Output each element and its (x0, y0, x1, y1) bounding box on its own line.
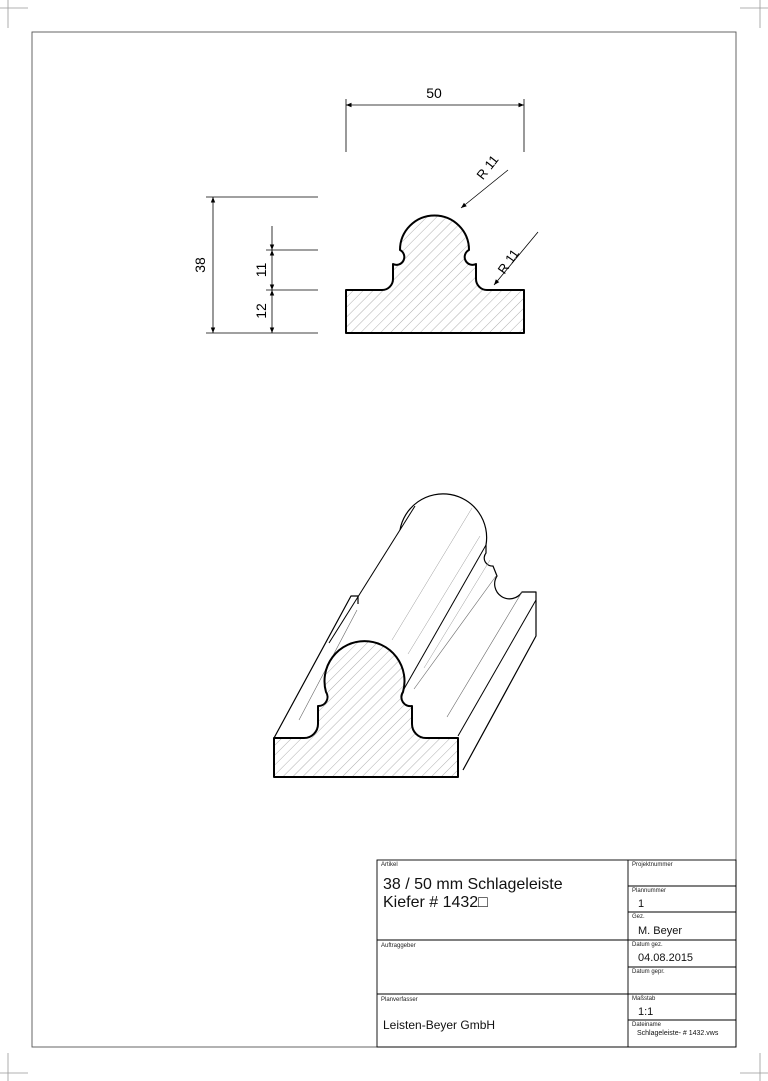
profile-outline (346, 216, 524, 334)
datum-gepr-label: Datum gepr. (632, 969, 665, 975)
radius-side-label: R 11 (494, 246, 523, 277)
massstab-value: 1:1 (638, 1006, 654, 1018)
dateiname-label: Dateiname (632, 1022, 662, 1028)
dim-height-lower-label: 12 (253, 303, 269, 319)
dimension-height-parts (266, 226, 318, 333)
projektnummer-label: Projektnummer (632, 862, 673, 868)
massstab-label: Maßstab (632, 996, 656, 1002)
datum-gez-label: Datum gez. (632, 942, 663, 948)
gez-label: Gez. (632, 914, 645, 920)
gez-value: M. Beyer (638, 925, 683, 937)
planverfasser-label: Planverfasser (381, 997, 418, 1003)
dimension-width (346, 99, 524, 152)
plannummer-label: Plannummer (632, 888, 667, 894)
profile-section (346, 216, 524, 334)
auftraggeber-label: Auftraggeber (381, 943, 416, 949)
isometric-front-face (274, 641, 458, 777)
dim-height-upper-label: 11 (253, 262, 269, 278)
planverfasser-value: Leisten-Beyer GmbH (383, 1018, 496, 1032)
artikel-line1: 38 / 50 mm Schlageleiste (383, 876, 563, 893)
datum-gez-value: 04.08.2015 (638, 952, 694, 964)
artikel-line2: Kiefer # 1432□ (383, 894, 488, 911)
plannummer-value: 1 (638, 898, 645, 910)
dim-width-label: 50 (426, 85, 442, 101)
artikel-label: Artikel (381, 862, 398, 868)
radius-top-label: R 11 (473, 152, 502, 183)
dateiname-value: Schlageleiste- # 1432.vws (637, 1030, 719, 1037)
dim-height-total-label: 38 (192, 257, 208, 273)
